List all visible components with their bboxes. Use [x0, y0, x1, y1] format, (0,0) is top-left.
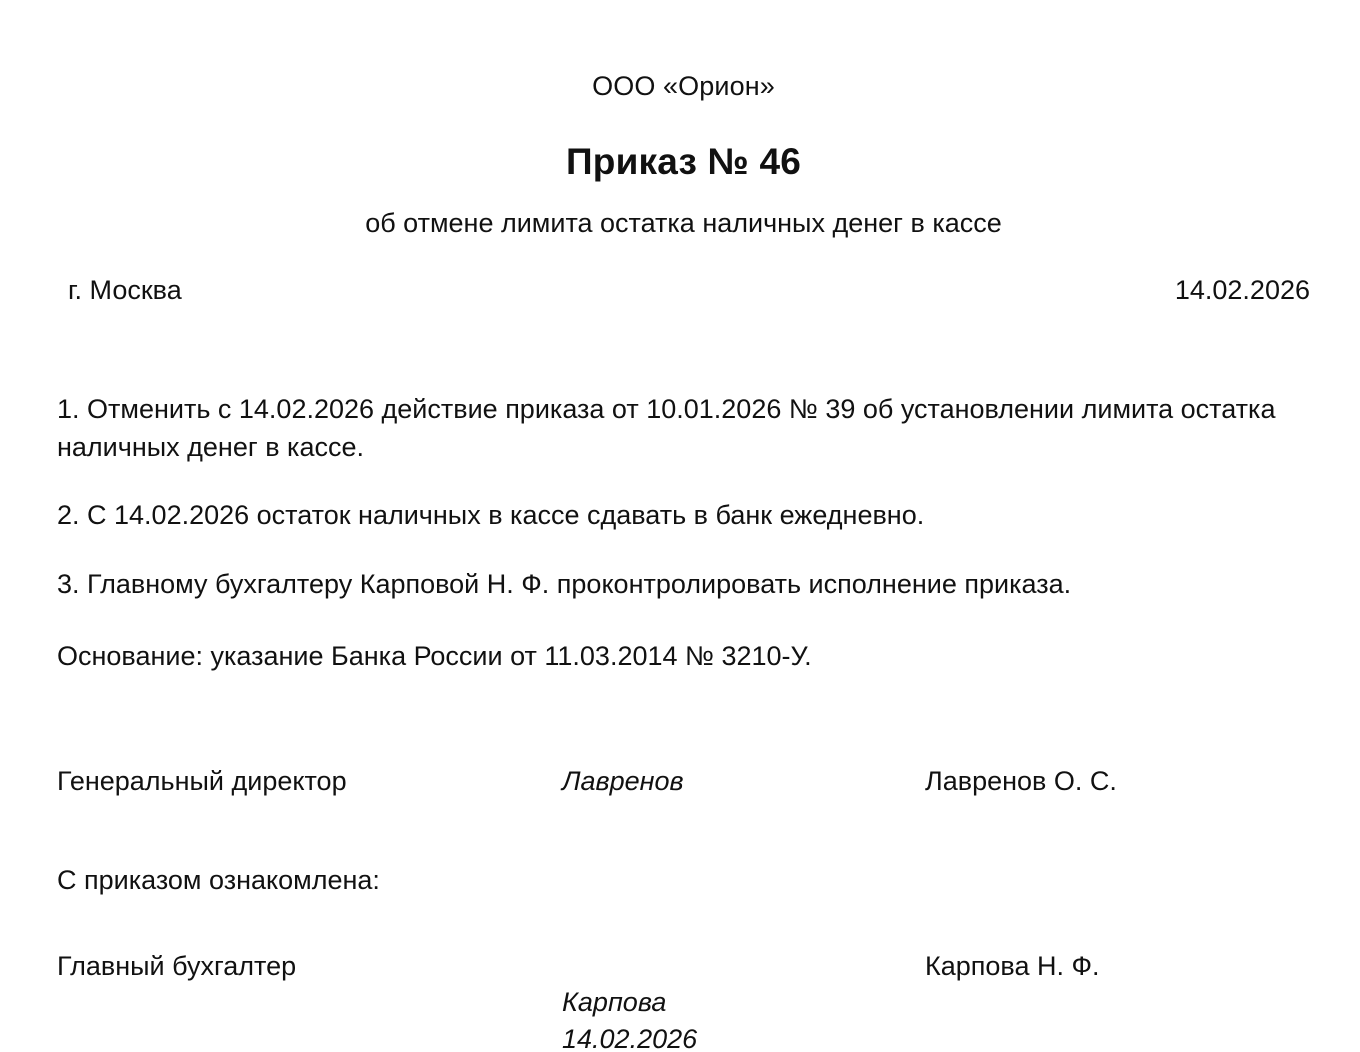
director-name: Лавренов О. С. — [925, 766, 1117, 797]
accountant-signature: Карпова — [562, 987, 667, 1018]
accountant-signature-group — [562, 948, 925, 1052]
basis-line: Основание: указание Банка России от 11.03.2014 № 3210-У. — [57, 640, 812, 671]
paragraph-3: 3. Главному бухгалтеру Карповой Н. Ф. проконтролировать исполнение приказа. — [57, 568, 1072, 599]
signature-block — [57, 763, 1310, 1052]
signature-row-accountant — [57, 948, 1310, 1052]
accountant-name: Карпова Н. Ф. — [925, 951, 1100, 982]
document-title: Приказ № 46 — [565, 141, 802, 183]
document-body — [57, 390, 1310, 676]
paragraph-1: 1. Отменить с 14.02.2026 действие приказа от 10.01.2026 № 39 об установлении лимита остатка наличных денег в кассе. — [57, 393, 1276, 462]
document-subtitle: об отмене лимита остатка наличных денег в кассе — [365, 207, 1002, 238]
paragraph-2: 2. С 14.02.2026 остаток наличных в кассе сдавать в банк ежедневно. — [57, 500, 925, 531]
director-signature: Лавренов — [562, 766, 684, 797]
director-position: Генеральный директор — [57, 766, 347, 797]
acknowledgement-label: С приказом ознакомлена: — [57, 864, 380, 895]
accountant-signature-date: 14.02.2026 — [562, 1023, 698, 1052]
place-label: г. Москва — [68, 274, 182, 305]
place-date-row — [57, 275, 1310, 306]
signature-row-director — [57, 763, 1310, 799]
accountant-position: Главный бухгалтер — [57, 951, 297, 982]
organization-name: ООО «Орион» — [592, 71, 775, 101]
document-date: 14.02.2026 — [1174, 274, 1310, 305]
